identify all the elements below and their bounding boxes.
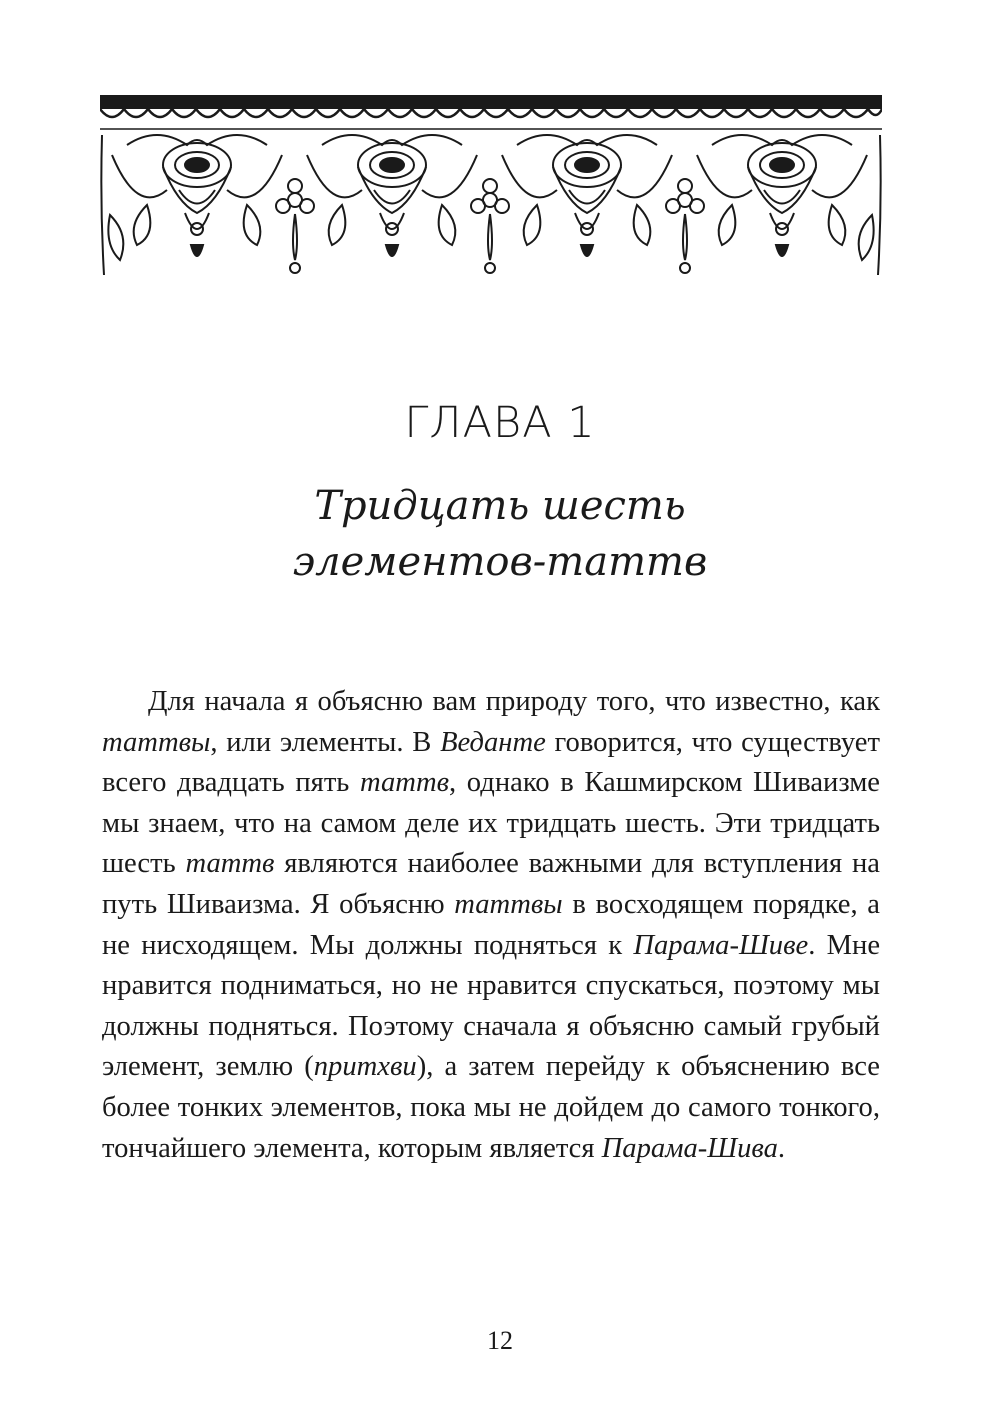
subtitle-line-2: элементов-таттв xyxy=(292,539,708,585)
text-run: . Мне нравится подниматься, но не нравится спускаться, поэтому мы должны подняться. Поэтому сначала я объясню самый грубый элемент, землю ( xyxy=(102,929,881,1083)
text-run: являются наиболее важными для вступления на путь Шиваизма. Я объясню xyxy=(102,848,880,920)
italic-term: притхви xyxy=(313,1051,417,1083)
text-run: говорится, что существует всего двадцать пять xyxy=(102,726,880,799)
text-run: ), а затем перейду к объяснению все более тонких элементов, пока мы не дойдем до самого тонкого, тончайшего элемента, которым является xyxy=(102,1051,880,1164)
text-run: в восходящем порядке, а не нисходящем. Мы должны подняться к xyxy=(102,888,880,961)
chapter-subtitle xyxy=(0,478,1000,590)
italic-term: таттв xyxy=(360,767,450,799)
italic-term: таттв xyxy=(185,848,275,880)
text-run: , однако в Кашмирском Шиваизме мы знаем, что на самом деле их тридцать шесть. Эти тридцать шесть xyxy=(102,767,880,880)
italic-term: таттвы xyxy=(102,726,211,758)
italic-term: Парама-Шиве xyxy=(633,929,809,961)
body-paragraph xyxy=(102,682,880,1169)
text-run: Для начала я объясню вам природу того, что известно, как xyxy=(148,686,880,717)
text-run: , или элементы. В xyxy=(210,726,441,758)
chapter-title: ГЛАВА 1 xyxy=(404,398,596,448)
italic-term: Парама-Шива xyxy=(601,1132,778,1164)
subtitle-line-1: Тридцать шесть xyxy=(314,483,686,529)
text-run: . xyxy=(777,1132,786,1164)
decorative-border-ornament xyxy=(100,95,882,285)
italic-term: таттвы xyxy=(454,888,563,920)
italic-term: Веданте xyxy=(440,726,546,758)
page-number: 12 xyxy=(487,1326,513,1355)
